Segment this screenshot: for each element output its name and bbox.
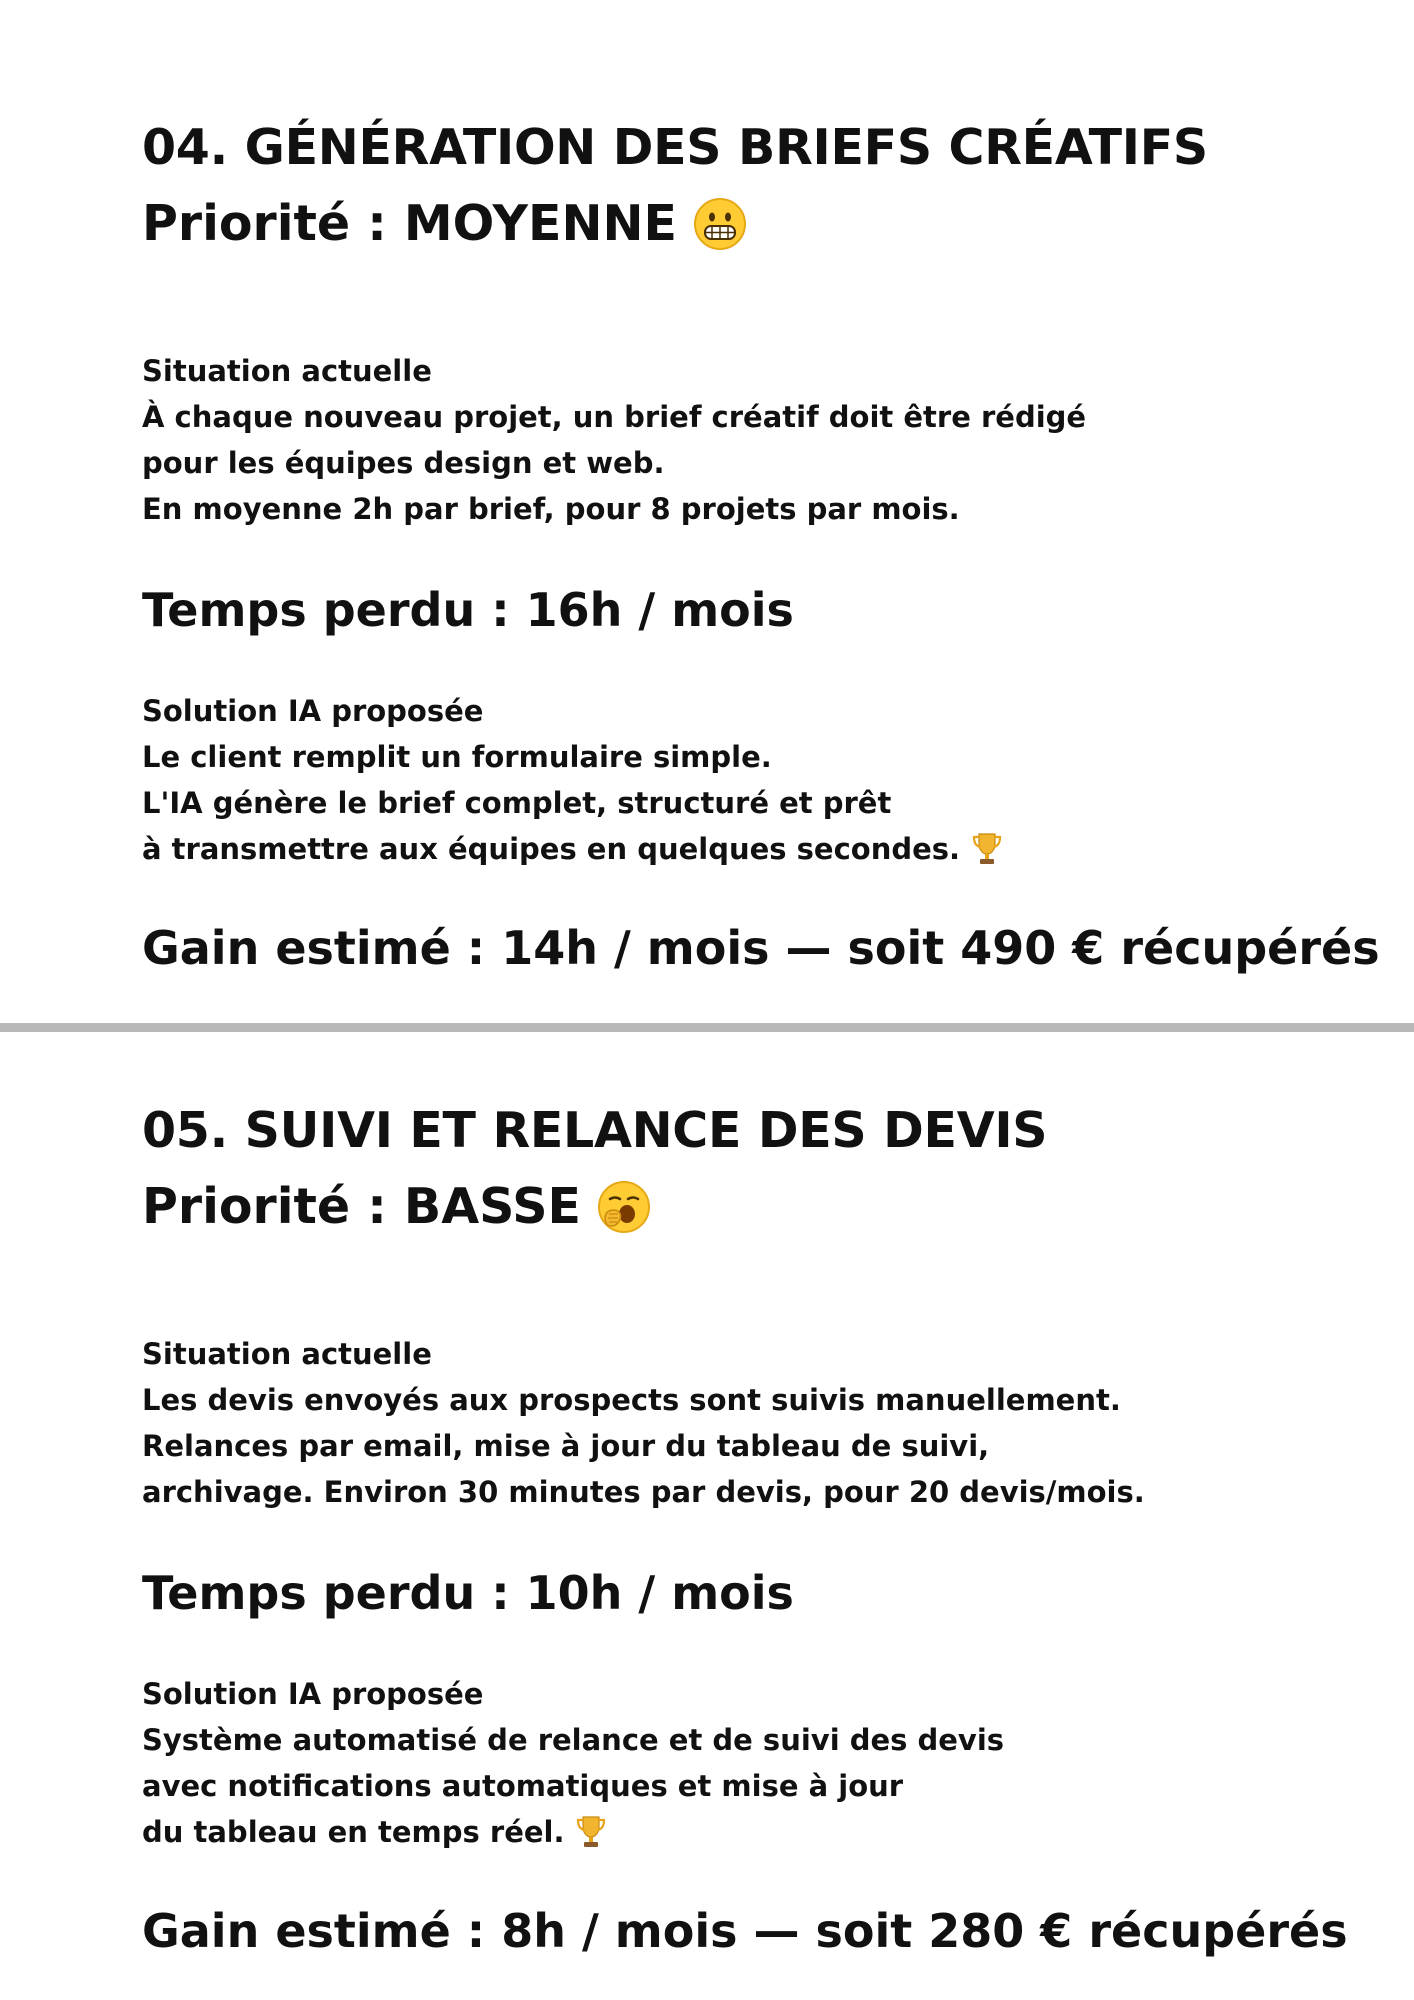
solution-line: avec notifications automatiques et mise à jour	[142, 1769, 904, 1803]
situation-label: Situation actuelle	[142, 354, 432, 388]
time-lost: Temps perdu : 16h / mois	[142, 583, 794, 637]
priority-line	[142, 186, 1354, 262]
situation-line: archivage. Environ 30 minutes par devis, pour 20 devis/mois.	[142, 1475, 1145, 1509]
grimacing-face-icon	[693, 197, 747, 251]
solution-line: L'IA génère le brief complet, structuré et prêt	[142, 786, 892, 820]
situation-label: Situation actuelle	[142, 1337, 432, 1371]
gain-estimate: Gain estimé : 14h / mois — soit 490 € récupérés	[142, 921, 1380, 975]
situation-line: En moyenne 2h par brief, pour 8 projets par mois.	[142, 492, 960, 526]
solution-line: à transmettre aux équipes en quelques secondes.	[142, 832, 961, 866]
trophy-icon	[970, 831, 1004, 867]
section-title: 04. GÉNÉRATION DES BRIEFS CRÉATIFS	[142, 119, 1208, 176]
solution-line-with-icon	[142, 1809, 1354, 1855]
situation-line: À chaque nouveau projet, un brief créatif doit être rédigé	[142, 400, 1087, 434]
solution-label: Solution IA proposée	[142, 694, 484, 728]
section-divider	[0, 1023, 1414, 1032]
priority-line	[142, 1169, 1354, 1245]
time-lost: Temps perdu : 10h / mois	[142, 1566, 794, 1620]
section-briefs-creatifs	[142, 110, 1380, 978]
solution-line-with-icon	[142, 826, 1354, 872]
section-title: 05. SUIVI ET RELANCE DES DEVIS	[142, 1102, 1048, 1159]
yawning-face-icon	[597, 1180, 651, 1234]
section-suivi-devis	[142, 1093, 1354, 1961]
solution-line: Système automatisé de relance et de suivi des devis	[142, 1723, 1005, 1757]
situation-line: Les devis envoyés aux prospects sont suivis manuellement.	[142, 1383, 1121, 1417]
solution-line: du tableau en temps réel.	[142, 1815, 565, 1849]
solution-line: Le client remplit un formulaire simple.	[142, 740, 772, 774]
priority-label: Priorité : MOYENNE	[142, 195, 677, 252]
situation-line: Relances par email, mise à jour du tableau de suivi,	[142, 1429, 990, 1463]
solution-label: Solution IA proposée	[142, 1677, 484, 1711]
priority-label: Priorité : BASSE	[142, 1178, 581, 1235]
situation-line: pour les équipes design et web.	[142, 446, 665, 480]
gain-estimate: Gain estimé : 8h / mois — soit 280 € récupérés	[142, 1904, 1348, 1958]
trophy-icon	[574, 1814, 608, 1850]
